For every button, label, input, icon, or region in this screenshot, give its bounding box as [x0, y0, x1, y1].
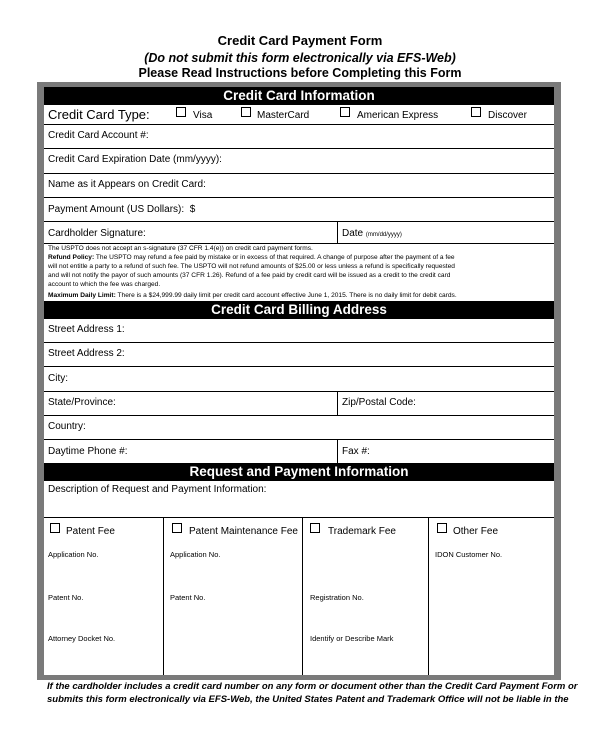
patent-maintenance-fee-checkbox[interactable]	[172, 523, 182, 533]
mastercard-label: MasterCard	[257, 110, 310, 121]
form-title: Credit Card Payment Form	[217, 33, 383, 48]
divider	[44, 342, 554, 343]
dollar-sign: $	[189, 204, 196, 215]
street-address-1-field[interactable]: Street Address 1:	[48, 324, 125, 335]
account-number-field[interactable]: Credit Card Account #:	[48, 130, 149, 141]
form-subtitle: (Do not submit this form electronically via EFS-Web)	[144, 51, 456, 65]
registration-no-field[interactable]: Registration No.	[310, 593, 364, 602]
mastercard-checkbox[interactable]	[241, 107, 251, 117]
section-heading-card-info: Credit Card Information	[44, 87, 554, 105]
form-instructions: Please Read Instructions before Completing this Form	[138, 66, 462, 80]
divider	[44, 517, 554, 518]
refund-policy-text: The USPTO may refund a fee paid by mistake or in excess of that required. A change of purpose after the payment of a fee	[95, 254, 455, 261]
payment-amount-label: Payment Amount (US Dollars):	[48, 204, 185, 215]
card-type-label: Credit Card Type:	[48, 107, 150, 122]
trademark-fee-label: Trademark Fee	[328, 526, 396, 537]
visa-checkbox[interactable]	[176, 107, 186, 117]
discover-checkbox[interactable]	[471, 107, 481, 117]
refund-policy-line-1	[48, 254, 455, 263]
idon-customer-no-field[interactable]: IDON Customer No.	[435, 550, 503, 559]
divider	[44, 197, 554, 198]
refund-policy-line-2: will not entitle a party to a refund of such fee. The USPTO will not refund amounts of $25.00 or less unless a refund is specifically requested	[48, 263, 455, 270]
divider	[44, 391, 554, 392]
divider	[337, 221, 338, 243]
date-format-hint: (mm/dd/yyyy)	[365, 232, 402, 238]
payment-amount-field[interactable]	[48, 204, 195, 215]
patent-maintenance-fee-label: Patent Maintenance Fee	[189, 526, 298, 537]
maintenance-application-no-field[interactable]: Application No.	[170, 550, 221, 559]
patent-fee-checkbox[interactable]	[50, 523, 60, 533]
divider	[44, 221, 554, 222]
cardholder-name-field[interactable]: Name as it Appears on Credit Card:	[48, 179, 206, 190]
divider	[428, 517, 429, 675]
date-label: Date	[342, 228, 364, 239]
divider	[44, 148, 554, 149]
footer-disclaimer-line-2: submits this form electronically via EFS-Web, the United States Patent and Trademark Office will not be liable in the	[47, 694, 569, 705]
patent-fee-label: Patent Fee	[66, 526, 115, 537]
expiration-date-field[interactable]: Credit Card Expiration Date (mm/yyyy):	[48, 154, 222, 165]
divider	[44, 243, 554, 244]
patent-fee-application-no-field[interactable]: Application No.	[48, 550, 99, 559]
refund-policy-label: Refund Policy:	[48, 254, 95, 261]
footer-disclaimer-line-1: If the cardholder includes a credit card number on any form or document other than the Credit Card Payment Form or	[47, 681, 578, 692]
refund-policy-line-3: and will not notify the payor of such amounts (37 CFR 1.26). Refund of a fee paid by credit card will be issued as a credit to the credit card	[48, 272, 451, 279]
divider	[44, 366, 554, 367]
section-heading-billing: Credit Card Billing Address	[44, 301, 554, 319]
discover-label: Discover	[488, 110, 527, 121]
section-heading-request: Request and Payment Information	[44, 463, 554, 481]
american-express-checkbox[interactable]	[340, 107, 350, 117]
daily-limit-text: There is a $24,999.99 daily limit per credit card account effective June 1, 2015. There is no daily limit for debit cards.	[117, 292, 457, 299]
divider	[302, 517, 303, 675]
city-field[interactable]: City:	[48, 373, 68, 384]
describe-mark-field[interactable]: Identify or Describe Mark	[310, 634, 394, 643]
other-fee-checkbox[interactable]	[437, 523, 447, 533]
divider	[44, 124, 554, 125]
daily-limit-notice	[48, 292, 457, 301]
cardholder-signature-field[interactable]: Cardholder Signature:	[48, 228, 146, 239]
zip-postal-code-field[interactable]: Zip/Postal Code:	[342, 397, 416, 408]
divider	[163, 517, 164, 675]
daily-limit-label: Maximum Daily Limit:	[48, 292, 116, 299]
signature-date-field[interactable]	[342, 228, 402, 239]
fax-field[interactable]: Fax #:	[342, 446, 370, 457]
other-fee-label: Other Fee	[453, 526, 499, 537]
maintenance-patent-no-field[interactable]: Patent No.	[170, 593, 206, 602]
s-signature-notice: The USPTO does not accept an s-signature (37 CFR 1.4(e)) on credit card payment forms.	[48, 245, 313, 252]
american-express-label: American Express	[357, 110, 439, 121]
request-description-field[interactable]: Description of Request and Payment Information:	[48, 484, 267, 495]
divider	[337, 391, 338, 415]
divider	[44, 415, 554, 416]
trademark-fee-checkbox[interactable]	[310, 523, 320, 533]
patent-fee-patent-no-field[interactable]: Patent No.	[48, 593, 84, 602]
divider	[44, 173, 554, 174]
attorney-docket-no-field[interactable]: Attorney Docket No.	[48, 634, 116, 643]
state-province-field[interactable]: State/Province:	[48, 397, 116, 408]
country-field[interactable]: Country:	[48, 421, 86, 432]
street-address-2-field[interactable]: Street Address 2:	[48, 348, 125, 359]
form-body	[44, 87, 554, 675]
divider	[44, 439, 554, 440]
divider	[337, 439, 338, 463]
visa-label: Visa	[193, 110, 213, 121]
daytime-phone-field[interactable]: Daytime Phone #:	[48, 446, 128, 457]
refund-policy-line-4: account to which the fee was charged.	[48, 281, 161, 288]
